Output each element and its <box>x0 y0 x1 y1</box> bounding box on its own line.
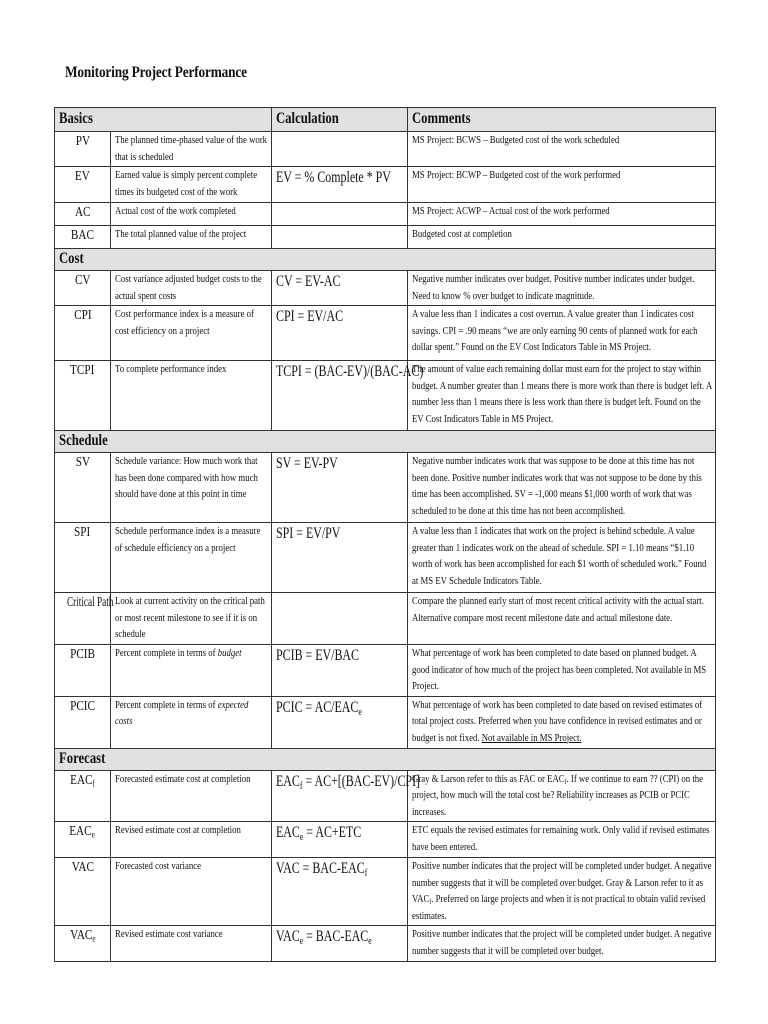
table-row <box>55 770 716 822</box>
table-row <box>55 132 716 167</box>
calculation-cell: SV = EV-PV <box>272 453 408 523</box>
term-cell: PCIC <box>55 696 111 748</box>
section-row-forecast <box>55 748 716 770</box>
term-cell: TCPI <box>55 361 111 431</box>
term-cell: VAC <box>55 858 111 926</box>
table-row <box>55 271 716 306</box>
header-basics: Basics <box>55 108 272 132</box>
term-cell: PCIB <box>55 645 111 697</box>
description-cell: Actual cost of the work completed <box>111 203 272 226</box>
comment-cell: A value less than 1 indicates a cost overrun. A value greater than 1 indicates cost savings. CPI = .90 means “we are only earning 90 cents of planned work for each dollar spent.” Found on the EV Cost Indicators Table in MS Project. <box>408 306 716 361</box>
table-row <box>55 926 716 962</box>
calculation-cell: TCPI = (BAC-EV)/(BAC-AC) <box>272 361 408 431</box>
comment-cell: What percentage of work has been completed to date based on planned budget. A good indicator of how much of the project has been completed. Not available in MS Project. <box>408 645 716 697</box>
calculation-cell <box>272 203 408 226</box>
table-row <box>55 858 716 926</box>
comment-cell: What percentage of work has been completed to date based on revised estimates of total project costs. Preferred when you have confidence in revised estimates and or budget is not fixed. Not available in MS Project. <box>408 696 716 748</box>
calculation-cell <box>272 132 408 167</box>
description-cell: Schedule variance: How much work that has been done compared with how much should have done at this point in time <box>111 453 272 523</box>
term-cell: $EAC_e$ <box>55 822 111 858</box>
description-cell: Percent complete in terms of budget <box>111 645 272 697</box>
description-cell: Percent complete in terms of expected costs <box>111 696 272 748</box>
calculation-cell <box>272 226 408 249</box>
table-row <box>55 453 716 523</box>
table-row <box>55 167 716 203</box>
table-row <box>55 523 716 593</box>
term-cell: Critical Path <box>55 593 111 645</box>
calculation-cell <box>272 593 408 645</box>
description-cell: Schedule performance index is a measure of schedule efficiency on a project <box>111 523 272 593</box>
term-cell: EV <box>55 167 111 203</box>
section-title: Schedule <box>55 431 716 453</box>
calculation-cell: CV = EV-AC <box>272 271 408 306</box>
section-row-schedule <box>55 431 716 453</box>
comment-cell: MS Project: BCWP – Budgeted cost of the work performed <box>408 167 716 203</box>
metrics-table <box>54 107 716 962</box>
table-row <box>55 822 716 858</box>
table-row <box>55 696 716 748</box>
comment-cell: Negative number indicates work that was suppose to be done at this time has not been done. Positive number indicates work that was not suppose to be done by this time has been accomplished. SV = -1,000 means $1,000 worth of work that was scheduled to be done at this time has not been accomplished. <box>408 453 716 523</box>
table-header-row <box>55 108 716 132</box>
comment-cell: MS Project: ACWP – Actual cost of the work performed <box>408 203 716 226</box>
calculation-cell: EV = % Complete * PV <box>272 167 408 203</box>
term-cell: SPI <box>55 523 111 593</box>
comment-cell: Compare the planned early start of most recent critical activity with the actual start. Alternative compare most recent milestone date and actual milestone date. <box>408 593 716 645</box>
comment-cell: ETC equals the revised estimates for remaining work. Only valid if revised estimates have been entered. <box>408 822 716 858</box>
term-cell: AC <box>55 203 111 226</box>
term-cell: CPI <box>55 306 111 361</box>
comment-cell: Gray & Larson refer to this as FAC or $EAC_f$. If we continue to earn ?? (CPI) on the project, how much will the total cost be? Reliability increases as PCIB or PCIC increases. <box>408 770 716 822</box>
term-cell: CV <box>55 271 111 306</box>
section-title: Forecast <box>55 748 716 770</box>
calculation-cell: CPI = EV/AC <box>272 306 408 361</box>
table-row <box>55 226 716 249</box>
table-row <box>55 645 716 697</box>
description-cell: Cost performance index is a measure of cost efficiency on a project <box>111 306 272 361</box>
table-row <box>55 593 716 645</box>
description-cell: Cost variance adjusted budget costs to the actual spent costs <box>111 271 272 306</box>
table-row <box>55 306 716 361</box>
description-cell: Revised estimate cost variance <box>111 926 272 962</box>
calculation-cell: $EAC_e = AC+ETC$ <box>272 822 408 858</box>
comment-cell: Positive number indicates that the project will be completed under budget. A negative number suggests that it will be completed over budget. <box>408 926 716 962</box>
calculation-cell: SPI = EV/PV <box>272 523 408 593</box>
calculation-cell: PCIB = EV/BAC <box>272 645 408 697</box>
description-cell: Look at current activity on the critical path or most recent milestone to see if it is on schedule <box>111 593 272 645</box>
header-comments: Comments <box>408 108 716 132</box>
comment-cell: Budgeted cost at completion <box>408 226 716 249</box>
description-cell: Revised estimate cost at completion <box>111 822 272 858</box>
table-row <box>55 361 716 431</box>
term-cell: $VAC_e$ <box>55 926 111 962</box>
section-row-cost <box>55 249 716 271</box>
comment-cell: Positive number indicates that the project will be completed under budget. A negative number suggests that it will be completed over budget. Gray & Larson refer to it as $VAC_f$. Preferred on large projects and when it is not practical to obtain valid revised estimates. <box>408 858 716 926</box>
comment-cell: MS Project: BCWS – Budgeted cost of the work scheduled <box>408 132 716 167</box>
comment-cell: Negative number indicates over budget. Positive number indicates under budget. Need to know % over budget to indicate magnitude. <box>408 271 716 306</box>
description-cell: The planned time-phased value of the work that is scheduled <box>111 132 272 167</box>
term-cell: BAC <box>55 226 111 249</box>
page-title: Monitoring Project Performance <box>65 64 247 81</box>
description-cell: The total planned value of the project <box>111 226 272 249</box>
table-row <box>55 203 716 226</box>
comment-cell: A value less than 1 indicates that work on the project is behind schedule. A value greater than 1 indicates work on the ahead of schedule. SPI = 1.10 means “$1.10 worth of work has been accomplished for each $1 worth of scheduled work.” Found at MS EV Schedule Indicators Table. <box>408 523 716 593</box>
term-cell: SV <box>55 453 111 523</box>
term-cell: $EAC_f$ <box>55 770 111 822</box>
calculation-cell: $EAC_f = AC+[(BAC-EV)/CPI]$ <box>272 770 408 822</box>
section-title: Cost <box>55 249 716 271</box>
calculation-cell: PCIC = $AC/EAC_e$ <box>272 696 408 748</box>
description-cell: Forecasted estimate cost at completion <box>111 770 272 822</box>
comment-cell: The amount of value each remaining dollar must earn for the project to stay within budget. A number greater than 1 means there is more work than there is budget left. A number less than 1 means there is less work than there is budget left. Found on the EV Cost Indicators Table in MS Project. <box>408 361 716 431</box>
description-cell: Earned value is simply percent complete times its budgeted cost of the work <box>111 167 272 203</box>
calculation-cell: VAC = BAC-$EAC_f$ <box>272 858 408 926</box>
term-cell: PV <box>55 132 111 167</box>
header-calculation: Calculation <box>272 108 408 132</box>
description-cell: To complete performance index <box>111 361 272 431</box>
description-cell: Forecasted cost variance <box>111 858 272 926</box>
calculation-cell: $VAC_e = BAC-EAC_e$ <box>272 926 408 962</box>
